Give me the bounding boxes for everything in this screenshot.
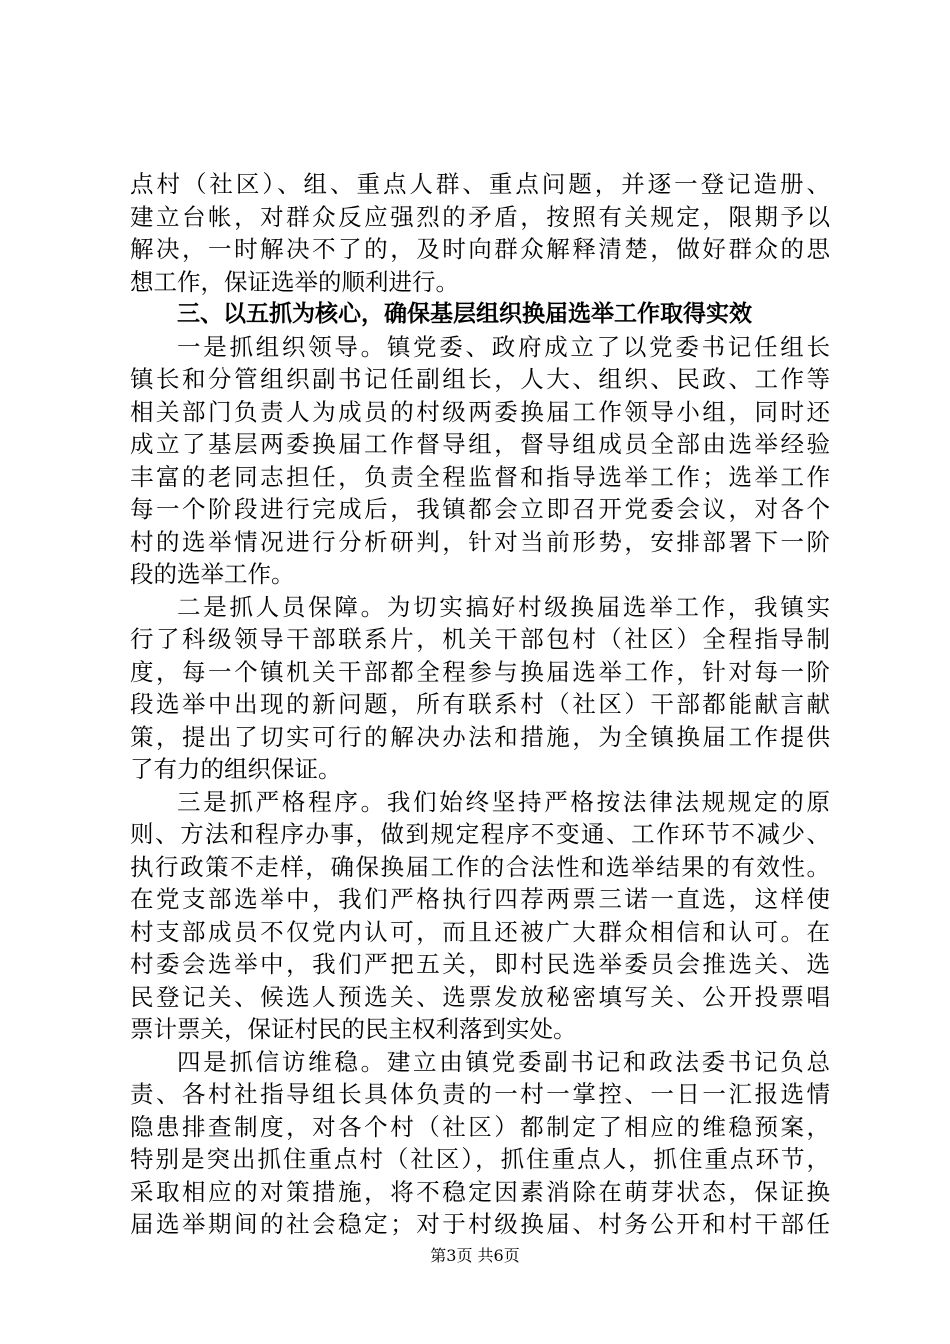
text-line: 度，每一个镇机关干部都全程参与换届选举工作，针对每一阶 — [130, 657, 830, 686]
text-line: 了有力的组织保证。 — [130, 755, 342, 783]
text-line: 三是抓严格程序。我们始终坚持严格按法律法规规定的原 — [177, 787, 830, 816]
text-line: 村委会选举中，我们严把五关，即村民选举委员会推选关、选 — [130, 950, 830, 978]
text-line: 在党支部选举中，我们严格执行四荐两票三诺一直选，这样使 — [130, 885, 830, 913]
text-line: 四是抓信访维稳。建立由镇党委副书记和政法委书记负总 — [177, 1047, 830, 1076]
text-line: 责、各村社指导组长具体负责的一村一掌控、一日一汇报选情 — [130, 1080, 830, 1108]
text-line: 成立了基层两委换届工作督导组，督导组成员全部由选举经验 — [130, 430, 830, 458]
text-line: 想工作，保证选举的顺利进行。 — [130, 267, 459, 296]
text-line: 特别是突出抓住重点村（社区），抓住重点人，抓住重点环节， — [130, 1145, 830, 1173]
text-line: 每一个阶段进行完成后，我镇都会立即召开党委会议，对各个 — [130, 495, 830, 523]
text-line: 民登记关、候选人预选关、选票发放秘密填写关、公开投票唱 — [130, 982, 830, 1011]
text-line: 村的选举情况进行分析研判，针对当前形势，安排部署下一阶 — [130, 527, 830, 556]
paragraph — [130, 591, 830, 786]
text-line: 相关部门负责人为成员的村级两委换届工作领导小组，同时还 — [130, 397, 830, 426]
paragraph — [130, 786, 830, 1046]
text-line: 票计票关，保证村民的民主权利落到实处。 — [130, 1015, 577, 1043]
text-line: 段的选举工作。 — [130, 560, 295, 588]
document-body — [130, 168, 830, 1241]
text-line: 届选举期间的社会稳定；对于村级换届、村务公开和村干部任 — [130, 1210, 830, 1238]
text-line: 村支部成员不仅党内认可，而且还被广大群众相信和认可。在 — [130, 917, 830, 946]
text-line: 建立台帐，对群众反应强烈的矛盾，按照有关规定，限期予以 — [130, 202, 830, 231]
text-line: 段选举中出现的新问题，所有联系村（社区）干部都能献言献 — [130, 690, 830, 718]
text-line: 策，提出了切实可行的解决办法和措施，为全镇换届工作提供 — [130, 722, 830, 751]
section-heading — [130, 298, 830, 331]
text-line: 隐患排查制度，对各个村（社区）都制定了相应的维稳预案， — [130, 1112, 830, 1141]
text-line: 行了科级领导干部联系片，机关干部包村（社区）全程指导制 — [130, 625, 830, 653]
text-line: 一是抓组织领导。镇党委、政府成立了以党委书记任组长 — [177, 332, 830, 361]
text-line: 解决，一时解决不了的，及时向群众解释清楚，做好群众的思 — [130, 235, 830, 263]
text-line: 点村（社区）、组、重点人群、重点问题，并逐一登记造册、 — [130, 170, 830, 198]
text-line: 二是抓人员保障。为切实搞好村级换届选举工作，我镇实 — [177, 592, 830, 621]
page-footer — [0, 1243, 950, 1266]
paragraph — [130, 1046, 830, 1241]
text-line: 三、以五抓为核心，确保基层组织换届选举工作取得实效 — [177, 301, 752, 327]
paragraph — [130, 168, 830, 298]
text-line: 采取相应的对策措施，将不稳定因素消除在萌芽状态，保证换 — [130, 1177, 830, 1206]
paragraph — [130, 331, 830, 591]
text-line: 丰富的老同志担任，负责全程监督和指导选举工作；选举工作 — [130, 462, 830, 491]
text-line: 执行政策不走样，确保换届工作的合法性和选举结果的有效性。 — [130, 852, 830, 881]
page-number: 第3页 共6页 — [430, 1246, 520, 1265]
text-line: 镇长和分管组织副书记任副组长，人大、组织、民政、工作等 — [130, 365, 830, 393]
text-line: 则、方法和程序办事，做到规定程序不变通、工作环节不减少、 — [130, 820, 830, 848]
